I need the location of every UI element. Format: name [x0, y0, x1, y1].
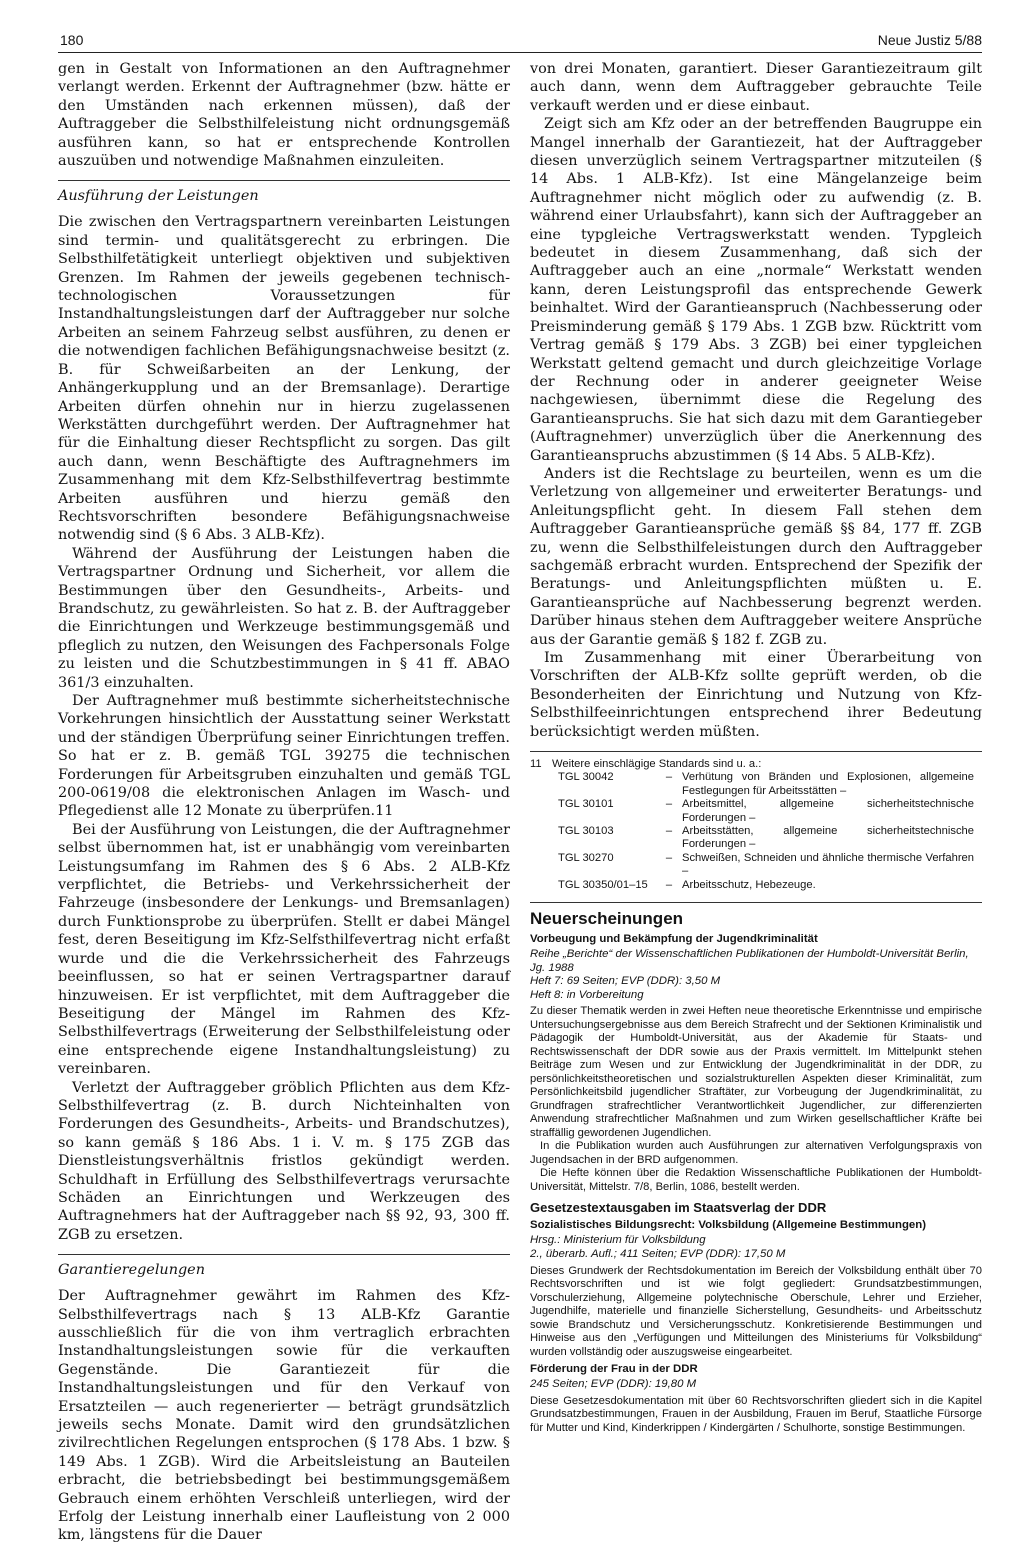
footnote-divider	[530, 751, 982, 752]
footnote	[530, 758, 982, 892]
standard-desc: Schweißen, Schneiden und ähnliche thermische Verfahren –	[682, 851, 974, 878]
book-title: Förderung der Frau in der DDR	[530, 1363, 698, 1376]
right-column	[530, 60, 982, 1435]
body-paragraph: Anders ist die Rechtslage zu beurteilen, wenn es um die Verletzung von allgemeiner und erweiterter Beratungs- und Anleitungspflicht geht. In diesem Fall stehen dem Auftraggeber Garantieansprüche gemäß §§ 84, 177 ff. ZGB zu, wenn die Selbsthilfeleistungen durch den Auftraggeber sachgemäß erbracht wurden. Entsprechend der Spezifik der Beratungs- und Anleitungspflichten müßten u. E. Garantieansprüche auf Nachbesserung begrenzt werden. Darüber hinaus stehen dem Auftraggeber weitere Ansprüche aus der Garantie gemäß § 182 f. ZGB zu.	[530, 465, 982, 648]
book-description: In die Publikation wurden auch Ausführungen zur alternativen Verfolgungspraxis von Jugendsachen in der BRD aufgenommen.	[530, 1140, 982, 1166]
table-row	[552, 825, 974, 852]
standard-code: TGL 30101	[558, 798, 614, 811]
body-paragraph: Bei der Ausführung von Leistungen, die der Auftragnehmer selbst übernommen hat, ist er unabhängig vom vereinbarten Leistungsumfang im Rahmen des § 6 Abs. 2 ALB-Kfz verpflichtet, die Betriebs- und Verkehrssicherheit der Fahrzeuge (insbesondere der Lenkungs- und Bremsanlagen) durch Funktionsprobe zu überprüfen. Stellt er dabei Mängel fest, deren Beseitigung im Kfz-Selfsthilfevertrag nicht erfaßt wurde und die die Verkehrssicherheit des Fahrzeugs beeinflussen, so hat er seinen Vertragspartner darauf hinzuweisen. Er ist verpflichtet, mit dem Auftraggeber die Beseitigung der Mängel im Rahmen des Kfz-Selbsthilfevertrags (Erweiterung der Selbsthilfeleistung oder eine entsprechende eigene Instandhaltungsleistung) zu vereinbaren.	[58, 821, 510, 1078]
standard-code: TGL 30103	[558, 825, 614, 838]
book-description: Diese Gesetzesdokumentation mit über 60 Rechtsvorschriften gliedert sich in die Kapitel Grundsatzbestimmungen, Frauen in der Ausbildung, Frauen im Beruf, Staatliche Fürsorge für Mutter und Kind, Kinderkrippen / Kindergärten / Schulhorte, sonstige Bestimmungen.	[530, 1394, 982, 1434]
standard-desc: Arbeitsmittel, allgemeine sicherheitstechnische Forderungen –	[682, 798, 974, 824]
section-divider	[58, 1254, 510, 1255]
book-issue: Heft 7: 69 Seiten; EVP (DDR): 3,50 M	[530, 975, 721, 988]
table-row	[552, 771, 974, 798]
table-row	[552, 798, 974, 825]
standard-code: TGL 30350/01–15	[558, 878, 648, 891]
section-divider	[530, 902, 982, 903]
standard-code: TGL 30270	[558, 851, 614, 864]
document-page	[58, 30, 982, 1544]
left-column	[58, 60, 510, 1545]
book-editor: Hrsg.: Ministerium für Volksbildung	[530, 1234, 706, 1247]
standard-code: TGL 30042	[558, 771, 614, 784]
footnote-number: 11	[530, 758, 542, 771]
section-heading-ausfuehrung: Ausführung der Leistungen	[58, 188, 259, 205]
body-paragraph: Im Zusammenhang mit einer Überarbeitung von Vorschriften der ALB-Kfz sollte geprüft werden, ob die Besonderheiten der Einrichtung und Nutzung von Kfz-Selbsthilfeeinrichtungen entsprechend ihrer Bedeutung berücksichtigt werden müßten.	[530, 650, 982, 740]
body-paragraph: Während der Ausführung der Leistungen haben die Vertragspartner Ordnung und Sicherheit, vor allem die Bestimmungen über den Gesundheits-, Arbeits- und Brandschutz, zu gewährleisten. So hat z. B. der Auftraggeber die Einrichtungen und Werkzeuge bestimmungsgemäß und pfleglich zu nutzen, den Weisungen des Fachpersonals Folge zu leisten und die Schutzbestimmungen in § 41 ff. ABAO 361/3 einzuhalten.	[58, 545, 510, 691]
section-heading-garantie: Garantieregelungen	[58, 1262, 205, 1279]
standard-dash: –	[665, 771, 673, 784]
table-row	[552, 852, 974, 879]
standard-dash: –	[665, 851, 673, 864]
standards-table	[552, 771, 974, 892]
body-paragraph: Der Auftragnehmer muß bestimmte sicherheitstechnische Vorkehrungen hinsichtlich der Ausstattung seiner Werkstatt und der ständigen Überprüfung seiner Einrichtungen treffen. So hat er z. B. gemäß TGL 39275 die technischen Forderungen für Arbeitsgruben einzuhalten und gemäß TGL 200-0619/08 die elektronischen Anlagen im Wasch- und Pflegedienst alle 12 Monate zu überprüfen.11	[58, 693, 510, 820]
book-edition: 2., überarb. Aufl.; 411 Seiten; EVP (DDR): 17,50 M	[530, 1248, 786, 1261]
standard-desc: Verhütung von Bränden und Explosionen, allgemeine Festlegungen für Arbeitsstätten –	[682, 771, 974, 797]
standard-desc: Arbeitsschutz, Hebezeuge.	[682, 878, 816, 891]
book-title: Sozialistisches Bildungsrecht: Volksbildung (Allgemeine Bestimmungen)	[530, 1219, 926, 1232]
standard-dash: –	[665, 798, 673, 811]
book-series: Reihe „Berichte“ der Wissenschaftlichen Publikationen der Humboldt-Universität Berlin, Jg. 1988	[530, 948, 969, 974]
section-divider	[58, 180, 510, 181]
standard-dash: –	[665, 878, 673, 891]
book-description: Zu dieser Thematik werden in zwei Heften neue theoretische Erkenntnisse und empirische Untersuchungsergebnisse aus dem Bereich Strafrecht und der Sektionen Kriminalistik und Pädagogik der Humboldt-Universität, aus der Akademie für Staats- und Rechtswissenschaft der DDR sowie aus der Praxis vermittelt. Im Mittelpunkt stehen Beiträge zum Wesen und zur Entwicklung der Jugendkriminalität in der DDR, zu persönlichkeitstheoretischen und sozialstrukturellen Aspekten dieser Kriminalität, zum Persönlichkeitsbild jugendlicher Straftäter, zur Vorbeugung der Jugendkriminalität, zu Grundfragen strafrechtlicher Verantwortlichkeit Jugendlicher, zur differenzierten Anwendung strafrechtlicher Maßnahmen und zum Wirken gesellschaftlicher Kräfte bei straffällig gewordenen Jugendlichen.	[530, 1005, 982, 1139]
publisher-subheading: Gesetzestextausgaben im Staatsverlag der DDR	[530, 1200, 827, 1216]
page-header	[58, 30, 982, 53]
body-paragraph: Zeigt sich am Kfz oder an der betreffenden Baugruppe ein Mangel innerhalb der Garantiezeit, hat der Auftraggeber diesen unverzüglich seinem Vertragspartner mitzuteilen (§ 14 Abs. 1 ALB-Kfz). Ist eine Mängelanzeige beim Auftragnehmer nicht möglich oder zu aufwendig (z. B. während einer Urlaubsfahrt), kann sich der Auftraggeber an eine typgleiche Vertragswerkstatt wenden. Typgleich bedeutet in diesem Zusammenhang, daß sich der Auftraggeber auch an eine „normale“ Werkstatt wenden kann, deren Leistungsprofil das entsprechende Gewerk beinhaltet. Wird der Garantieanspruch (Nachbesserung oder Preisminderung gemäß § 179 Abs. 1 ZGB bzw. Rücktritt vom Vertrag gemäß § 179 Abs. 3 ZGB) bei einer typgleichen Werkstatt geltend gemacht und durch gleichzeitige Vorlage der Rechnung oder in anderer geeigneter Weise nachgewiesen, übernimmt diese die Regelung des Garantieanspruchs. Sie hat sich dazu mit dem Garantiegeber (Auftragnehmer) unverzüglich über die Anerkennung des Garantieanspruchs abzustimmen (§ 14 Abs. 5 ALB-Kfz).	[530, 116, 982, 464]
body-paragraph: Verletzt der Auftraggeber gröblich Pflichten aus dem Kfz-Selbsthilfevertrag (z. B. durch Nichteinhalten von Forderungen des Gesundheits-, Arbeits- und Brandschutzes), so kann gemäß § 186 Abs. 1 i. V. m. § 175 ZGB das Dienstleistungsverhältnis fristlos gekündigt werden. Schuldhaft in Erfüllung des Selbsthilfevertrags verursachte Schäden an Einrichtungen und Werkzeugen des Auftragnehmers hat der Auftraggeber nach §§ 92, 93, 300 ff. ZGB zu ersetzen.	[58, 1079, 510, 1243]
book-description: Dieses Grundwerk der Rechtsdokumentation im Bereich der Volksbildung enthält über 70 Rechtsvorschriften und ist wie folgt gegliedert: Grundsatzbestimmungen, Vorschulerziehung, Allgemeine polytechnische Oberschule, Lehrer und Erzieher, Jugendhilfe, materielle und finanzielle Sicherstellung, Gesundheits- und Arbeitsschutz sowie Brandschutz und Versicherungsschutz. Konkretisierende Bestimmungen und Hinweise aus den „Verfügungen und Mitteilungen des Ministeriums für Volksbildung“ wurden vollständig oder auszugsweise eingearbeitet.	[530, 1264, 982, 1358]
neuerscheinungen-heading: Neuerscheinungen	[530, 909, 684, 929]
standard-desc: Arbeitsstätten, allgemeine sicherheitstechnische Forderungen –	[682, 825, 974, 851]
journal-issue: Neue Justiz 5/88	[877, 32, 982, 48]
body-paragraph: Der Auftragnehmer gewährt im Rahmen des Kfz-Selbsthilfevertrags nach § 13 ALB-Kfz Garantie ausschließlich für die von ihm vertraglich erbrachten Instandhaltungsleistungen sowie für die verkauften Gegenstände. Die Garantiezeit für die Instandhaltungsleistungen und für den Verkauf von Ersatzteilen — auch regenerierter — beträgt grundsätzlich jeweils sechs Monate. Damit wird den grundsätzlichen zivilrechtlichen Regelungen entsprochen (§ 178 Abs. 1 bzw. § 149 Abs. 1 ZGB). Wird die Arbeitsleistung an Bauteilen erbracht, die betriebsbedingt bei bestimmungsgemäßem Gebrauch einem erhöhten Verschleiß unterliegen, wird der Erfolg der Leistung innerhalb einer Laufleistung von 2 000 km, längstens für die Dauer	[58, 1288, 510, 1544]
standard-dash: –	[665, 825, 673, 838]
book-edition: 245 Seiten; EVP (DDR): 19,80 M	[530, 1378, 697, 1391]
footnote-intro: Weitere einschlägige Standards sind u. a.:	[552, 758, 762, 771]
body-paragraph: von drei Monaten, garantiert. Dieser Garantiezeitraum gilt auch dann, wenn dem Auftraggeber gebrauchte Teile verkauft werden und er diese einbaut.	[530, 61, 982, 114]
intro-paragraph: gen in Gestalt von Informationen an den Auftragnehmer verlangt werden. Erkennt der Auftragnehmer (bzw. hätte er den Umständen nach erkennen müssen), daß der Auftraggeber die Selbsthilfeleistung nicht ordnungsgemäß ausführen kann, so hat er entsprechende Kontrollen auszuüben und notwendige Maßnahmen einzuleiten.	[58, 61, 510, 170]
book-description: Die Hefte können über die Redaktion Wissenschaftliche Publikationen der Humboldt-Universität, Mittelstr. 7/8, Berlin, 1086, bestellt werden.	[530, 1167, 982, 1193]
table-row	[552, 879, 974, 892]
book-issue: Heft 8: in Vorbereitung	[530, 988, 644, 1001]
body-paragraph: Die zwischen den Vertragspartnern vereinbarten Leistungen sind termin- und qualitätsgerecht zu erbringen. Die Selbsthilfetätigkeit unterliegt objektiven und subjektiven Grenzen. Im Rahmen der jeweils gegebenen technisch-technologischen Voraussetzungen für Instandhaltungsleistungen darf der Auftraggeber nur solche Arbeiten an seinem Fahrzeug selbst ausführen, zu denen er die notwendigen fachlichen Befähigungsnachweise besitzt (z. B. für Schweißarbeiten an der Lenkung, der Anhängerkupplung und an der Bremsanlage). Derartige Arbeiten dürfen ohnehin nur in hierzu zugelassenen Werkstätten durchgeführt werden. Der Auftragnehmer hat für die Einhaltung dieser Rechtspflicht zu sorgen. Das gilt auch dann, wenn Beschäftigte des Auftragnehmers im Zusammenhang mit dem Kfz-Selbsthilfevertrag bestimmte Arbeiten ausführen und hierzu gemäß den Rechtsvorschriften besondere Befähigungsnachweise notwendig sind (§ 6 Abs. 3 ALB-Kfz).	[58, 214, 510, 544]
page-number: 180	[60, 32, 84, 48]
book-title: Vorbeugung und Bekämpfung der Jugendkriminalität	[530, 933, 818, 946]
